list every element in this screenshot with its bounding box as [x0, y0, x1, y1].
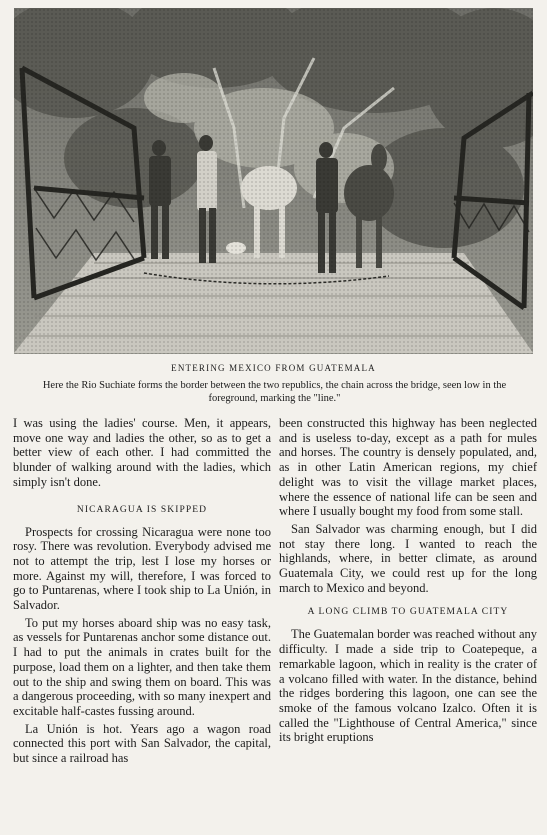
paragraph: San Salvador was charming enough, but I did not stay there long. I wanted to reach the highlands, where, in better climate, as around Guatemala City, we could rest up for the long march to Mexico and beyond.	[279, 521, 537, 595]
bridge-photograph	[14, 8, 533, 354]
figure-title: ENTERING MEXICO FROM GUATEMALA	[171, 363, 376, 373]
paragraph: Prospects for crossing Nicaragua were none too rosy. There was revolution. Everybody advised me not to attempt the trip, lest I lose my horses or more. Against my will, therefore, I was forced to go to Puntarenas, where I took ship to La Unión, in Salvador.	[13, 524, 271, 613]
left-column	[13, 416, 271, 766]
paragraph: The Guatemalan border was reached without any difficulty. I made a side trip to Coatepeque, a remarkable lagoon, which in reality is the crater of a volcano filled with water. In the distance, behind the ridges bordering this lagoon, one can see the smoke of the famous volcano Izalco. Often it is called the "Lighthouse of Central America," since its bright eruptions	[279, 627, 537, 745]
paragraph: been constructed this highway has been neglected and is useless to-day, except as a path for mules and horses. The country is densely populated, and, as in other Latin American regions, my chief delight was to visit the village market places, where the essence of national life can be seen and where I usually bought my food from some stall.	[279, 416, 537, 519]
paragraph: I was using the ladies' course. Men, it appears, move one way and ladies the other, so as to get a better view of each other. I had committed the blunder of walking around with the ladies, which simply isn't done.	[13, 416, 271, 489]
section-heading: A LONG CLIMB TO GUATEMALA CITY	[307, 607, 509, 618]
section-heading: NICARAGUA IS SKIPPED	[76, 504, 208, 515]
figure-caption: Here the Rio Suchiate forms the border between the two republics, the chain across the bridge, seen low in the foreground, marking the "line."	[42, 380, 507, 404]
right-column	[279, 416, 537, 745]
paragraph: To put my horses aboard ship was no easy task, as vessels for Puntarenas anchor some distance out. I had to put the animals in crates built for the purpose, load them on a lighter, and then take them out to the ship and swing them on board. This was a dangerous proceeding, with so many inexpert and excitable half-castes fussing around.	[13, 615, 271, 718]
paragraph: La Unión is hot. Years ago a wagon road connected this port with San Salvador, the capital, but since a railroad has	[13, 721, 271, 766]
